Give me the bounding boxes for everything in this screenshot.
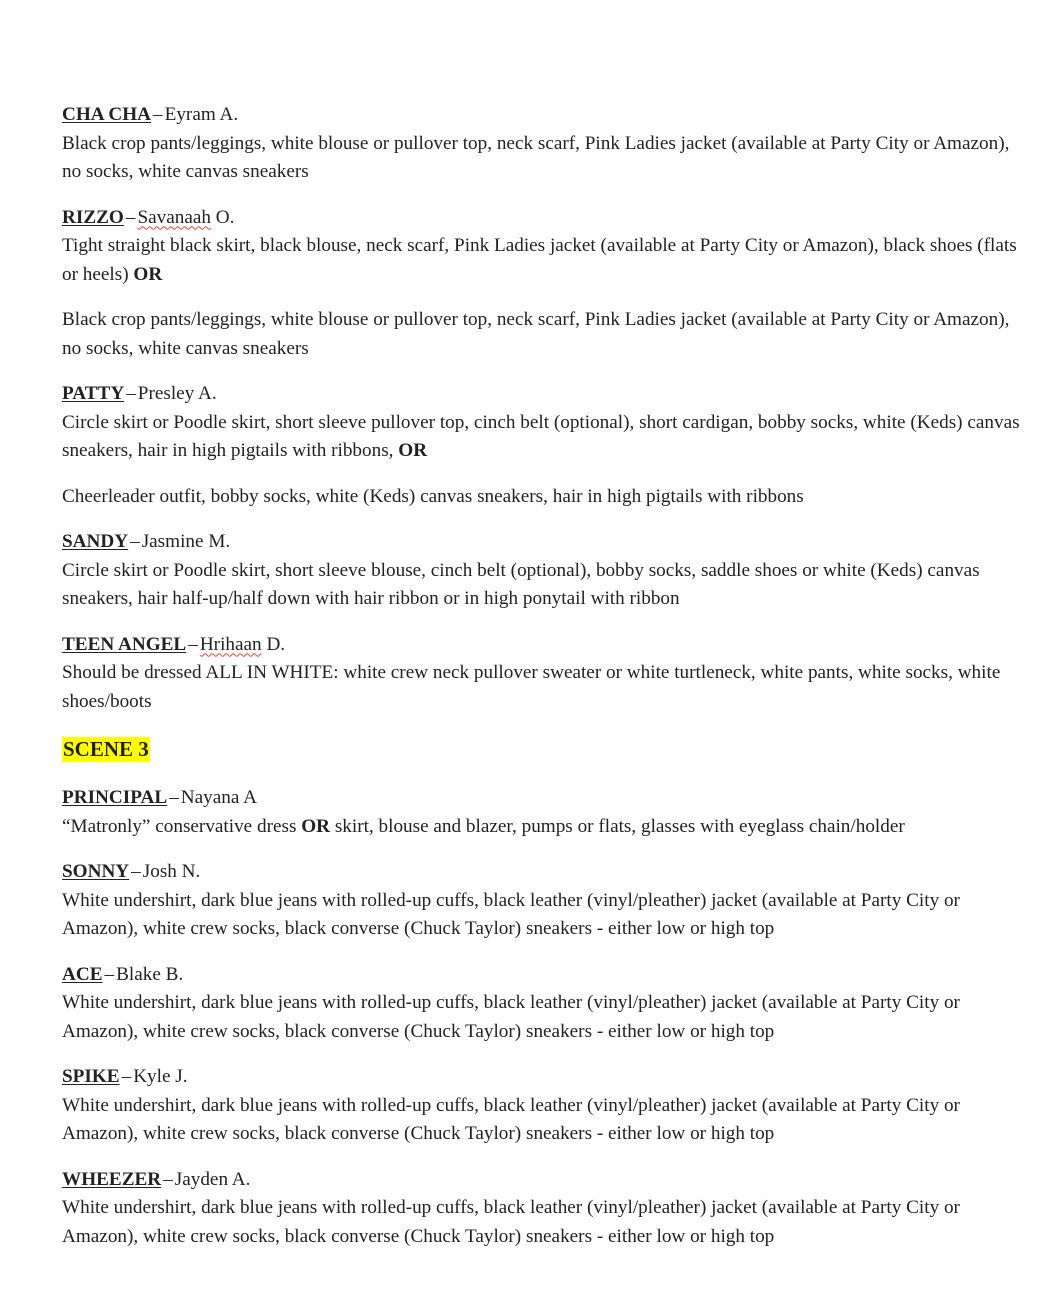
- costume-description: Circle skirt or Poodle skirt, short sleeve blouse, cinch belt (optional), bobby socks, saddle shoes or white (Keds) canvas sneakers, hair half-up/half down with hair ribbon or in high ponytail with ribbon: [62, 559, 980, 609]
- costume-text: Tight straight black skirt, black blouse, neck scarf, Pink Ladies jacket (available at Party City or Amazon), black shoes (flats or heels): [62, 235, 1017, 285]
- role-name: TEEN ANGEL: [62, 633, 187, 655]
- cast-entry-header: [62, 858, 1022, 887]
- role-name: PRINCIPAL: [62, 787, 168, 808]
- cast-entry-sonny: [62, 858, 1022, 944]
- cast-entry-wheezer: [62, 1166, 1022, 1252]
- cast-entry-header: [62, 101, 1022, 130]
- costume-text: Circle skirt or Poodle skirt, short sleeve pullover top, cinch belt (optional), short cardigan, bobby socks, white (Keds) canvas sneakers, hair in high pigtails with ribbons,: [62, 411, 1020, 461]
- role-name: SPIKE: [62, 1066, 120, 1087]
- cast-entry-header: [62, 1063, 1022, 1092]
- cast-entry-teen-angel: [62, 631, 1022, 717]
- role-name: RIZZO: [62, 206, 124, 228]
- actor-name: Josh N.: [142, 861, 201, 882]
- costume-description: White undershirt, dark blue jeans with rolled-up cuffs, black leather (vinyl/pleather) jacket (available at Party City or Amazon), white crew socks, black converse (Chuck Taylor) sneakers - either low or high top: [62, 1197, 960, 1247]
- or-label: OR: [398, 440, 428, 461]
- dash: –: [163, 1168, 173, 1190]
- costume-description: Black crop pants/leggings, white blouse or pullover top, neck scarf, Pink Ladies jacket (available at Party City or Amazon), no socks, white canvas sneakers: [62, 132, 1010, 182]
- cast-entry-rizzo: [62, 204, 1022, 290]
- actor-name: Presley A.: [137, 383, 217, 404]
- cast-entry-header: [62, 784, 1022, 813]
- cast-entry-header: [62, 204, 1022, 233]
- cast-entry-header: [62, 1166, 1022, 1195]
- costume-description: [62, 813, 1022, 842]
- dash: –: [104, 963, 115, 985]
- costume-description: Should be dressed ALL IN WHITE: white crew neck pullover sweater or white turtleneck, white pants, white socks, white shoes/boots: [62, 662, 1001, 712]
- or-label: OR: [301, 815, 331, 837]
- cast-entry-header: [62, 380, 1022, 409]
- cast-entry-header: [62, 961, 1022, 990]
- actor-name: Jayden A.: [174, 1168, 251, 1190]
- costume-description: White undershirt, dark blue jeans with rolled-up cuffs, black leather (vinyl/pleather) jacket (available at Party City or Amazon), white crew socks, black converse (Chuck Taylor) sneakers - either low or high top: [62, 992, 960, 1042]
- dash: –: [121, 1066, 132, 1087]
- role-name: SANDY: [62, 531, 129, 552]
- costume-description: White undershirt, dark blue jeans with rolled-up cuffs, black leather (vinyl/pleather) jacket (available at Party City or Amazon), white crew socks, black converse (Chuck Taylor) sneakers - either low or high top: [62, 1094, 960, 1144]
- role-name: PATTY: [62, 383, 125, 404]
- cast-entry-patty: [62, 380, 1022, 466]
- dash: –: [126, 383, 136, 404]
- costume-text: “Matronly” conservative dress: [62, 815, 297, 837]
- cast-entry-ace: [62, 961, 1022, 1047]
- cast-entry-cha-cha: [62, 101, 1022, 187]
- cast-entry-sandy: [62, 528, 1022, 614]
- dash: –: [169, 787, 179, 808]
- actor-initial: O.: [210, 206, 235, 228]
- cast-entry-header: [62, 631, 1022, 660]
- cast-entry-header: [62, 528, 1022, 557]
- actor-name: Nayana A: [180, 787, 257, 808]
- role-name: SONNY: [62, 861, 130, 882]
- costume-description: [62, 409, 1022, 466]
- actor-name: Kyle J.: [133, 1066, 188, 1087]
- cast-entry-spike: [62, 1063, 1022, 1149]
- actor-name: Eyram A.: [164, 104, 239, 125]
- dash: –: [188, 633, 198, 655]
- dash: –: [130, 531, 140, 552]
- costume-list-document: [62, 101, 1022, 1268]
- cast-entry-principal: [62, 784, 1022, 841]
- actor-name-spellcheck-flag: Savanaah: [137, 206, 211, 228]
- costume-alternative: Black crop pants/leggings, white blouse or pullover top, neck scarf, Pink Ladies jacket (available at Party City or Amazon), no socks, white canvas sneakers: [62, 309, 1010, 359]
- role-name: ACE: [62, 963, 103, 985]
- actor-initial: D.: [261, 633, 286, 655]
- costume-text: skirt, blouse and blazer, pumps or flats, glasses with eyeglass chain/holder: [334, 815, 905, 837]
- actor-name: Jasmine M.: [141, 531, 231, 552]
- scene-heading: SCENE 3: [63, 737, 149, 761]
- costume-alternative: Cheerleader outfit, bobby socks, white (Keds) canvas sneakers, hair in high pigtails with ribbons: [62, 485, 804, 507]
- dash: –: [153, 104, 163, 125]
- actor-name: Blake B.: [116, 963, 184, 985]
- costume-description: [62, 232, 1022, 289]
- actor-name-spellcheck-flag: Hrihaan: [199, 633, 262, 655]
- dash: –: [125, 206, 136, 228]
- role-name: WHEEZER: [62, 1168, 162, 1190]
- role-name: CHA CHA: [62, 104, 152, 125]
- scene-heading-row: [62, 733, 1022, 784]
- or-label: OR: [133, 263, 163, 285]
- costume-description: White undershirt, dark blue jeans with rolled-up cuffs, black leather (vinyl/pleather) jacket (available at Party City or Amazon), white crew socks, black converse (Chuck Taylor) sneakers - either low or high top: [62, 889, 960, 939]
- dash: –: [131, 861, 141, 882]
